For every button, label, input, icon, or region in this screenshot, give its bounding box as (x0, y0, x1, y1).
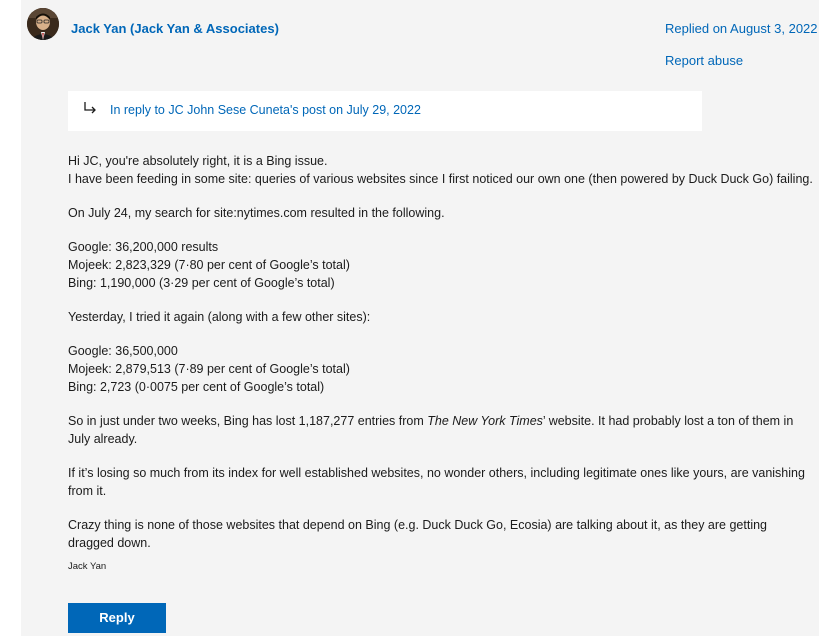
body-text: I have been feeding in some site: queries of various websites since I first noticed our own one (then powered by Duck Duck Go) failing. (68, 172, 813, 186)
body-paragraph (68, 238, 813, 292)
author-name-link[interactable]: Jack Yan (Jack Yan & Associates) (71, 21, 279, 36)
post-body (68, 152, 813, 568)
body-text: Hi JC, you're absolutely right, it is a Bing issue. (68, 154, 328, 168)
body-text: If it’s losing so much from its index for well established websites, no wonder others, including legitimate ones like yours, are vanishing from it. (68, 466, 805, 498)
body-paragraph (68, 152, 813, 188)
body-paragraph (68, 412, 813, 448)
body-paragraph (68, 464, 813, 500)
body-text: Yesterday, I tried it again (along with a few other sites): (68, 310, 371, 324)
signature: Jack Yan (68, 561, 107, 572)
reply-arrow-icon (82, 100, 98, 116)
body-text: Google: 36,200,000 results (68, 240, 219, 254)
body-paragraph (68, 308, 813, 326)
avatar-photo-icon (27, 8, 59, 40)
body-text: Bing: 2,723 (0·0075 per cent of Google’s total) (68, 380, 325, 394)
body-paragraph (68, 204, 813, 222)
body-text: Google: 36,500,000 (68, 344, 178, 358)
report-abuse-link[interactable]: Report abuse (665, 53, 744, 68)
in-reply-to-link[interactable]: In reply to JC John Sese Cuneta's post on July 29, 2022 (110, 103, 421, 117)
body-text: Bing: 1,190,000 (3·29 per cent of Google’s total) (68, 276, 335, 290)
body-text: ’ website. It had probably lost a ton of them in July already. (68, 414, 794, 446)
avatar[interactable] (27, 8, 59, 40)
body-text-italic: The New York Times (427, 414, 543, 428)
replied-on-date: Replied on August 3, 2022 (665, 21, 818, 36)
body-text: Mojeek: 2,879,513 (7·89 per cent of Google’s total) (68, 362, 350, 376)
reply-button[interactable]: Reply (68, 603, 166, 633)
body-paragraph (68, 516, 813, 552)
body-text: Mojeek: 2,823,329 (7·80 per cent of Google’s total) (68, 258, 350, 272)
reply-post-card (21, 0, 819, 636)
body-text: Crazy thing is none of those websites that depend on Bing (e.g. Duck Duck Go, Ecosia) are talking about it, as they are getting dragged down. (68, 518, 768, 550)
body-text: On July 24, my search for site:nytimes.com resulted in the following. (68, 206, 445, 220)
body-paragraph (68, 342, 813, 396)
body-text: So in just under two weeks, Bing has lost 1,187,277 entries from (68, 414, 428, 428)
in-reply-to-box[interactable] (68, 91, 702, 131)
